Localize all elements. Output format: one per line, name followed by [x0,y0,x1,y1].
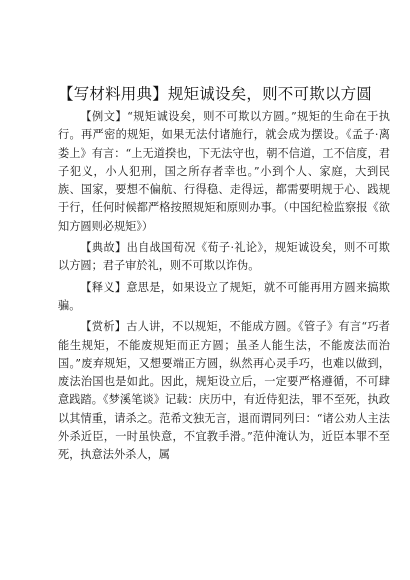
paragraph-label: 【赏析】 [80,320,127,334]
document-title: 【写材料用典】规矩诚设矣，则不可欺以方圆 [58,85,373,103]
paragraph-label: 【释义】 [80,280,127,294]
document-body [58,108,390,468]
paragraph-text: 古人讲，不以规矩，不能成方圆。《管子》有言“巧者能生规矩，不能废规矩而正方圆；虽圣人能生法，不能废法而治国。”废弃规矩，又想要端正方圆，纵然再心灵手巧，也难以做到，废法治国也是如此。因此，规矩设立后，一定要严格遵循，不可肆意践踏。《梦溪笔谈》记载：庆历中，有近侍犯法，罪不至死，执政以其情重，请杀之。范希文独无言，退而谓同列曰：“诸公劝人主法外杀近臣，一时虽快意，不宜教手滑。”范仲淹认为，近臣本罪不至死，执意法外杀人，属 [58,320,390,462]
paragraph-appreciation [58,318,390,464]
paragraph-text: “规矩诚设矣，则不可欺以方圆。”规矩的生命在于执行。再严密的规矩，如果无法付诸施行，就会成为摆设。《孟子·离娄上》有言：“上无道揆也，下无法守也，朝不信道，工不信度，君子犯义，小人犯刑，国之所存者幸也。”小到个人、家庭，大到民族、国家，要想不偏航、行得稳、走得远，都需要明规于心、践规于行，任何时候都严格按照规矩和原则办事。（中国纪检监察报《欲知方圆则必规矩》） [58,110,390,233]
paragraph-text: 出自战国荀况《荀子·礼论》，规矩诚设矣，则不可欺以方圆；君子审於礼，则不可欺以诈伪。 [58,241,390,273]
paragraph-meaning [58,279,390,316]
paragraph-label: 【典故】 [80,241,127,255]
paragraph-allusion [58,239,390,276]
paragraph-text: 意思是，如果设立了规矩，就不可能再用方圆来搞欺骗。 [58,280,390,312]
paragraph-example [58,108,390,236]
paragraph-label: 【例文】 [80,110,128,123]
